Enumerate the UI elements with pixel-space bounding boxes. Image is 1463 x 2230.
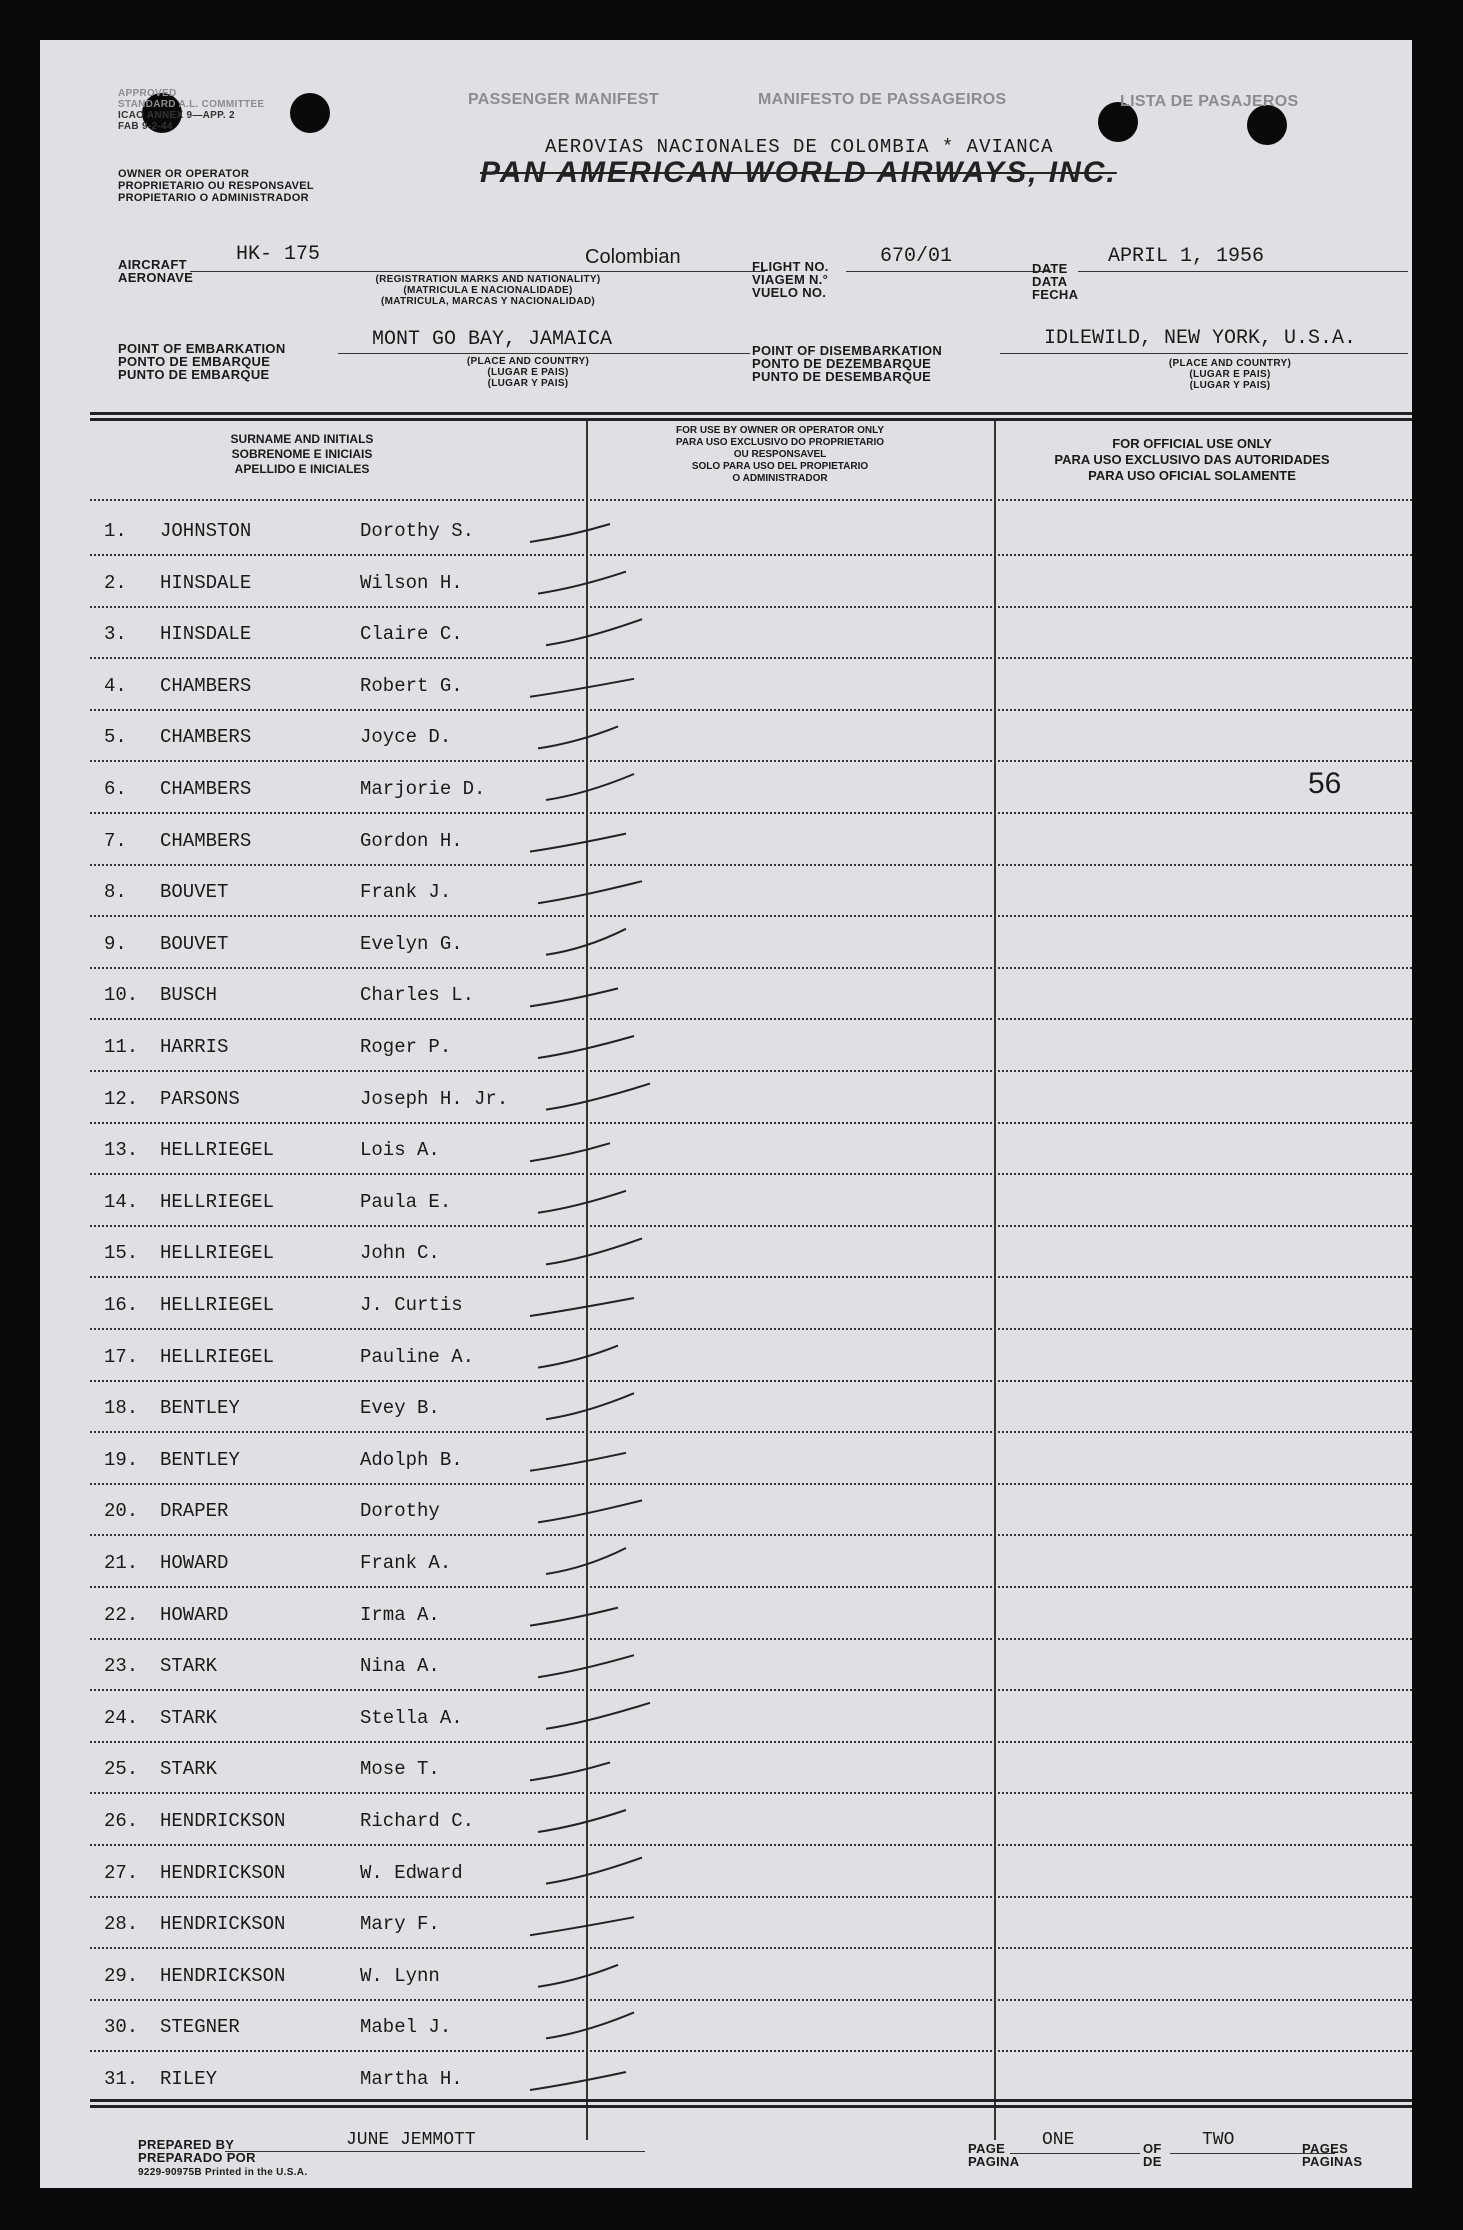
check-mark [546,2012,634,2038]
passenger-number: 20. [104,1500,139,1523]
manifest-title: MANIFESTO DE PASSAGEIROS [758,91,1007,108]
passenger-number: 31. [104,2068,139,2090]
passenger-surname: HENDRICKSON [160,1964,286,1987]
passenger-given-names: Robert G. [360,674,463,697]
passenger-given-names: Mose T. [360,1758,440,1781]
approval-line: STANDARD A.L. COMMITTEE [118,99,265,110]
embark-label-line: PONTO DE EMBARQUE [118,354,271,369]
check-mark [538,572,626,594]
check-mark [546,774,634,800]
manifest-sheet [40,40,1412,2188]
passenger-surname: HELLRIEGEL [160,1190,275,1213]
page-label [968,2142,1019,2168]
check-mark [546,1703,650,1729]
check-mark [530,1453,626,1471]
note-line: (LUGAR Y PAIS) [487,378,569,389]
check-mark [530,988,618,1006]
header-line: SOBRENOME E INICIAIS [231,447,373,461]
owner-label-line: PROPIETARIO O ADMINISTRADOR [118,192,309,204]
header-line: OU RESPONSAVEL [733,449,827,460]
owner-label-line: PROPRIETARIO OU RESPONSAVEL [118,180,314,192]
passenger-number: 29. [104,1964,139,1987]
passenger-number: 16. [104,1294,139,1316]
check-mark [546,1858,642,1884]
header-line: PARA USO EXCLUSIVO DO PROPRIETARIO [675,437,885,448]
airline-name: PAN AMERICAN WORLD AIRWAYS, INC. [480,156,1117,189]
passenger-surname: HINSDALE [160,623,252,646]
passenger-number: 15. [104,1242,139,1265]
pages-label-line: PAGINAS [1302,2154,1363,2169]
passenger-number: 13. [104,1139,139,1162]
check-mark [546,1238,642,1264]
page-value: ONE [1042,2130,1075,2150]
operator-line: AEROVIAS NACIONALES DE COLOMBIA * AVIANCA [545,136,1054,158]
passenger-number: 11. [104,1036,139,1058]
passenger-surname: DRAPER [160,1500,229,1523]
passenger-given-names: Joyce D. [360,726,452,749]
passenger-surname: HENDRICKSON [160,1861,286,1884]
manifest-title: PASSENGER MANIFEST [468,91,659,108]
passenger-given-names: Nina A. [360,1655,440,1678]
approval-line: FAB 9-2-44 [118,121,173,132]
header-line: FOR USE BY OWNER OR OPERATOR ONLY [676,425,884,436]
passenger-given-names: Frank J. [360,881,452,904]
of-label-line: OF [1143,2141,1162,2156]
passenger-number: 8. [104,881,127,904]
aircraft-label-line: AIRCRAFT [118,257,187,272]
passenger-number: 30. [104,2016,139,2039]
check-mark [538,1346,618,1368]
passenger-surname: CHAMBERS [160,726,252,749]
check-marks [40,40,1412,2188]
header-line: SOLO PARA USO DEL PROPIETARIO [691,461,869,472]
passenger-given-names: Irma A. [360,1603,440,1626]
passenger-surname: HELLRIEGEL [160,1139,275,1162]
passenger-number: 12. [104,1087,139,1110]
of-label-line: DE [1143,2154,1162,2169]
disembark-label-line: POINT OF DISEMBARKATION [752,343,943,358]
passenger-number: 17. [104,1345,139,1368]
header-line: APELLIDO E INICIALES [234,462,370,476]
passenger-given-names: Lois A. [360,1139,440,1162]
passenger-number: 5. [104,726,127,749]
flight-label-line: VIAGEM N.° [752,272,829,287]
check-mark [530,834,626,852]
check-mark [538,1500,642,1522]
check-mark [538,1810,626,1832]
registration-value: HK- 175 [236,243,321,266]
passenger-given-names: Dorothy S. [360,520,475,542]
pages-label-line: PAGES [1302,2141,1349,2156]
passenger-given-names: Mabel J. [360,2016,452,2039]
check-mark [538,881,642,903]
passenger-given-names: Evey B. [360,1397,440,1420]
passenger-number: 6. [104,778,127,800]
passenger-surname: PARSONS [160,1087,240,1110]
passenger-number: 3. [104,623,127,646]
passenger-surname: CHAMBERS [160,674,252,697]
owner-label-line: OWNER OR OPERATOR [118,168,250,180]
passenger-surname: CHAMBERS [160,829,252,852]
note-line: (MATRICULA, MARCAS Y NACIONALIDAD) [380,296,596,307]
check-mark [530,1298,634,1316]
passenger-given-names: Roger P. [360,1036,452,1058]
passenger-surname: HENDRICKSON [160,1913,286,1936]
passenger-given-names: Marjorie D. [360,778,486,800]
disembark-label-line: PONTO DE DEZEMBARQUE [752,356,932,371]
check-mark [530,1762,610,1780]
official-note-number: 56 [1308,767,1342,800]
passenger-given-names: Martha H. [360,2068,463,2090]
header-line: SURNAME AND INITIALS [230,432,374,446]
passenger-surname: HOWARD [160,1552,229,1574]
check-mark [538,1655,634,1677]
prepared-label-line: PREPARED BY [138,2137,235,2152]
header-line: PARA USO EXCLUSIVO DAS AUTORIDADES [1054,452,1330,467]
note-line: (PLACE AND COUNTRY) [466,356,590,367]
nationality-value: Colombian [585,246,681,268]
passenger-given-names: Mary F. [360,1913,440,1936]
passenger-given-names: Frank A. [360,1552,452,1574]
check-mark [530,1608,618,1626]
prepared-by-value: JUNE JEMMOTT [346,2130,476,2150]
passenger-given-names: Claire C. [360,623,463,646]
passenger-number: 1. [104,520,127,542]
passenger-surname: BOUVET [160,932,229,955]
passenger-number: 14. [104,1190,139,1213]
check-mark [538,1191,626,1213]
check-mark [538,1965,618,1987]
passenger-number: 2. [104,571,127,594]
passenger-number: 26. [104,1810,139,1832]
passenger-given-names: Richard C. [360,1810,475,1832]
check-mark [530,2072,626,2090]
passenger-number: 27. [104,1861,139,1884]
pages-label [1302,2142,1362,2168]
passenger-number: 7. [104,829,127,852]
passenger-surname: CHAMBERS [160,778,252,800]
passenger-number: 18. [104,1397,139,1420]
passenger-number: 25. [104,1758,139,1781]
passenger-given-names: Wilson H. [360,571,463,594]
passenger-number: 19. [104,1448,139,1471]
page-label-line: PAGE [968,2141,1006,2156]
passenger-number: 23. [104,1655,139,1678]
prepared-label-line: PREPARADO POR [138,2150,256,2165]
date-label-line: DATE [1032,261,1068,276]
passenger-surname: HOWARD [160,1603,229,1626]
page-underline [1010,2153,1140,2154]
passenger-number: 21. [104,1552,139,1574]
passenger-given-names: Dorothy [360,1500,440,1523]
note-line: (MATRICULA E NACIONALIDADE) [403,285,573,296]
passenger-given-names: Gordon H. [360,829,463,852]
passenger-number: 9. [104,932,127,955]
check-mark [546,1548,626,1574]
check-mark [546,619,642,645]
note-line: (REGISTRATION MARKS AND NATIONALITY) [375,274,601,285]
form-number: 9229-90975B Printed in the U.S.A. [138,2167,308,2178]
check-mark [538,726,618,748]
passenger-surname: STARK [160,1655,218,1678]
passenger-surname: BOUVET [160,881,229,904]
check-mark [546,1084,650,1110]
passenger-surname: HINSDALE [160,571,252,594]
passenger-surname: HELLRIEGEL [160,1294,275,1316]
passenger-surname: STARK [160,1758,218,1781]
passenger-given-names: John C. [360,1242,440,1265]
flight-label-line: FLIGHT NO. [752,259,829,274]
disembark-label-line: PUNTO DE DESEMBARQUE [752,369,932,384]
passenger-surname: HENDRICKSON [160,1810,286,1832]
page-label-line: PAGINA [968,2154,1020,2169]
passenger-surname: STEGNER [160,2016,240,2039]
passenger-number: 28. [104,1913,139,1936]
passenger-given-names: W. Edward [360,1861,463,1884]
passenger-surname: JOHNSTON [160,520,252,542]
header-line: PARA USO OFICIAL SOLAMENTE [1088,468,1296,483]
manifest-title: LISTA DE PASAJEROS [1120,93,1299,110]
check-mark [530,1917,634,1935]
passenger-given-names: Evelyn G. [360,932,463,955]
check-mark [546,1393,634,1419]
date-label-line: DATA [1032,274,1068,289]
passenger-surname: BENTLEY [160,1448,240,1471]
passenger-given-names: J. Curtis [360,1294,463,1316]
embarkation-value: MONT GO BAY, JAMAICA [372,328,613,351]
aircraft-label-line: AERONAVE [118,270,194,285]
check-mark [530,1143,610,1161]
passenger-given-names: W. Lynn [360,1964,440,1987]
of-label [1143,2142,1162,2168]
note-line: (LUGAR E PAIS) [487,367,569,378]
passenger-given-names: Adolph B. [360,1448,463,1471]
embark-label-line: PUNTO DE EMBARQUE [118,367,270,382]
passenger-surname: RILEY [160,2068,218,2090]
passenger-given-names: Joseph H. Jr. [360,1087,509,1110]
check-mark [530,679,634,697]
passenger-given-names: Charles L. [360,984,475,1007]
approval-line: APPROVED [118,88,177,99]
prepared-underline [225,2151,645,2152]
passenger-number: 4. [104,674,127,697]
passenger-surname: HELLRIEGEL [160,1242,275,1265]
note-line: (LUGAR E PAIS) [1189,369,1271,380]
flight-label-line: VUELO NO. [752,285,827,300]
disembarkation-value: IDLEWILD, NEW YORK, U.S.A. [1044,327,1357,350]
passenger-surname: BENTLEY [160,1397,240,1420]
passenger-surname: BUSCH [160,984,218,1007]
date-value: APRIL 1, 1956 [1108,245,1265,268]
embark-label-line: POINT OF EMBARKATION [118,341,286,356]
check-mark [538,1036,634,1058]
passenger-given-names: Paula E. [360,1190,452,1213]
header-line: O ADMINISTRADOR [732,473,828,484]
passenger-given-names: Pauline A. [360,1345,475,1368]
header-line: FOR OFFICIAL USE ONLY [1112,436,1272,451]
passenger-surname: STARK [160,1706,218,1729]
passenger-number: 24. [104,1706,139,1729]
passenger-number: 10. [104,984,139,1007]
flight-number-value: 670/01 [880,245,953,268]
pages-total-value: TWO [1202,2130,1235,2150]
approval-line: ICAO ANNEX 9—APP. 2 [118,110,235,121]
date-label-line: FECHA [1032,287,1079,302]
passenger-surname: HARRIS [160,1036,229,1058]
passenger-number: 22. [104,1603,139,1626]
note-line: (LUGAR Y PAIS) [1189,380,1271,391]
check-mark [530,524,610,542]
passenger-surname: HELLRIEGEL [160,1345,275,1368]
note-line: (PLACE AND COUNTRY) [1168,358,1292,369]
check-mark [546,929,626,955]
passenger-given-names: Stella A. [360,1706,463,1729]
